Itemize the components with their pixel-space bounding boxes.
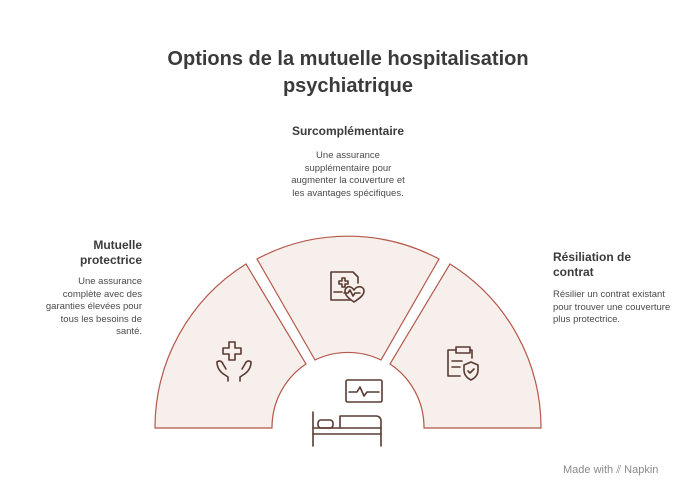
heading-line-2: protectrice xyxy=(79,253,142,267)
heading-line-1: Mutuelle xyxy=(93,238,142,252)
heading-line-2: contrat xyxy=(553,265,594,279)
footer-attribution xyxy=(563,464,658,477)
option-heading-surcomplementaire: Surcomplémentaire xyxy=(291,124,405,138)
heading-line-1: Résiliation de xyxy=(553,250,632,264)
option-description-mutuelle-protectrice: Une assurance complète avec des garanties élevées pour tous les besoins de santé. xyxy=(45,276,142,337)
napkin-logo-icon: ⫽ xyxy=(616,464,622,476)
footer-brand: Napkin xyxy=(624,464,659,476)
title-line-2: psychiatrique xyxy=(282,75,414,97)
title-line-1: Options de la mutuelle hospitalisation xyxy=(167,48,529,70)
option-description-surcomplementaire: Une assurance supplémentaire pour augmenter la couverture et les avantages spécifiques. xyxy=(291,150,405,199)
footer-made-with: Made with xyxy=(563,464,614,476)
option-description-resiliation: Résilier un contrat existant pour trouver une couverture plus protectrice. xyxy=(553,289,671,325)
hospital-bed-monitor-icon xyxy=(313,380,382,446)
